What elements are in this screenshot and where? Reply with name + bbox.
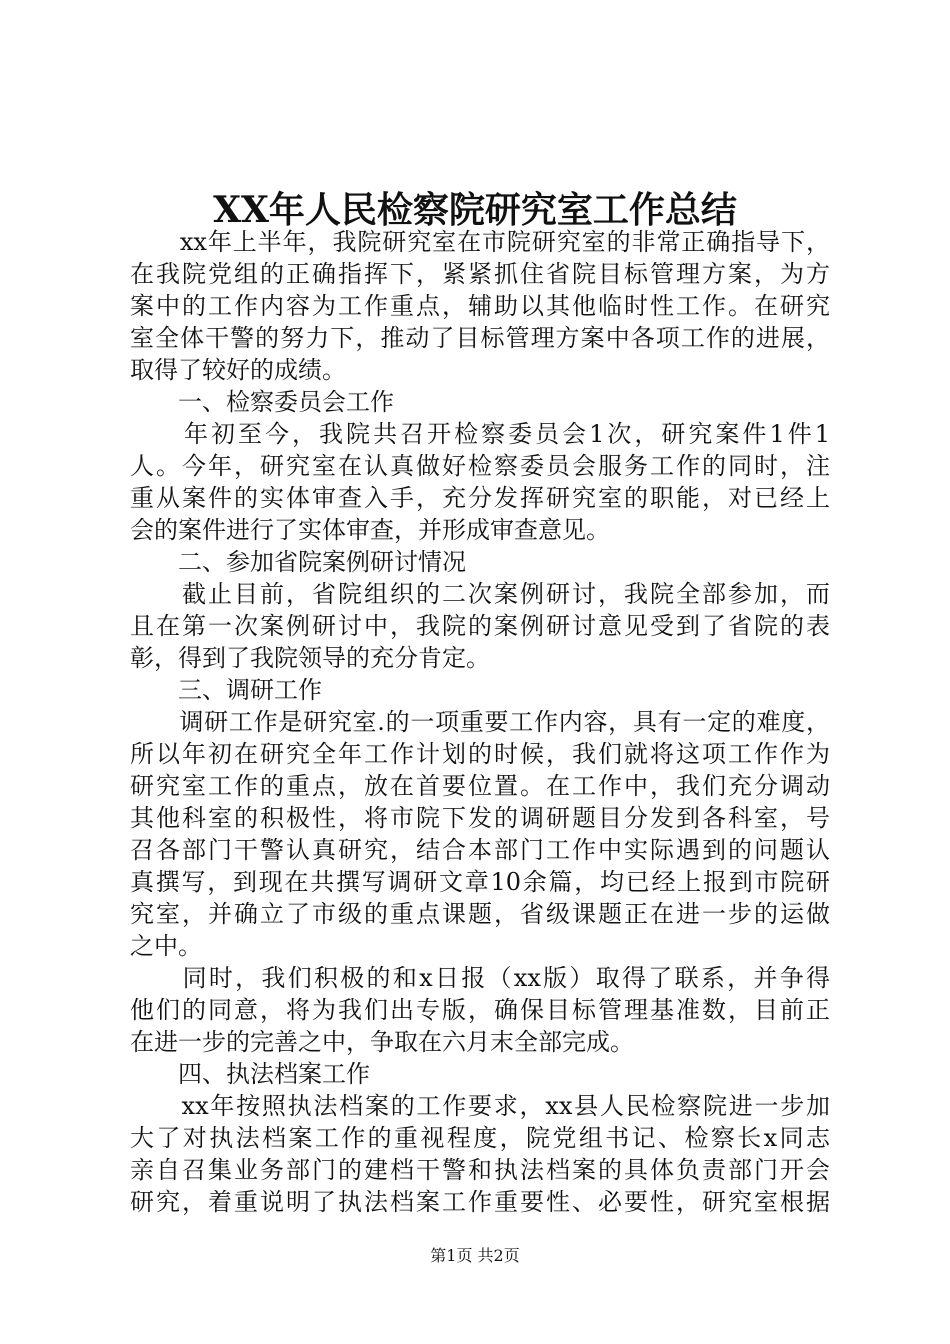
body-line: 其他科室的积极性，将市院下发的调研题目分发到各科室，号: [130, 804, 830, 832]
body-line: 研究室工作的重点，放在首要位置。在工作中，我们充分调动: [130, 772, 830, 800]
body-line: xx年上半年，我院研究室在市院研究室的非常正确指导下，: [130, 228, 830, 256]
body-line: 人。今年，研究室在认真做好检察委员会服务工作的同时，注: [130, 452, 830, 480]
document-title: XX年人民检察院研究室工作总结: [213, 189, 737, 231]
body-line: 且在第一次案例研讨中，我院的案例研讨意见受到了省院的表: [130, 612, 830, 640]
body-line: 年初至今，我院共召开检察委员会1次，研究案件1件1: [130, 420, 830, 448]
body-line: 案中的工作内容为工作重点，辅助以其他临时性工作。在研究: [130, 292, 830, 320]
body-line: 研究，着重说明了执法档案工作重要性、必要性，研究室根据: [130, 1188, 830, 1216]
body-line: 所以年初在研究全年工作计划的时候，我们就将这项工作作为: [130, 740, 830, 768]
body-line: 在进一步的完善之中，争取在六月末全部完成。: [130, 1028, 634, 1056]
body-line: xx年按照执法档案的工作要求，xx县人民检察院进一步加: [130, 1092, 830, 1120]
body-line: 彰，得到了我院领导的充分肯定。: [130, 644, 490, 672]
body-line: 召各部门干警认真研究，结合本部门工作中实际遇到的问题认: [130, 836, 830, 864]
section-heading: 三、调研工作: [130, 676, 322, 704]
body-line: 调研工作是研究室.的一项重要工作内容，具有一定的难度，: [130, 708, 830, 736]
body-line: 重从案件的实体审查入手，充分发挥研究室的职能，对已经上: [130, 484, 830, 512]
body-line: 室全体干警的努力下，推动了目标管理方案中各项工作的进展，: [130, 324, 830, 352]
body-line: 真撰写，到现在共撰写调研文章10余篇，均已经上报到市院研: [130, 868, 830, 896]
body-line: 大了对执法档案工作的重视程度，院党组书记、检察长x同志: [130, 1124, 830, 1152]
section-heading: 一、检察委员会工作: [130, 388, 394, 416]
body-line: 同时，我们积极的和x日报（xx版）取得了联系，并争得: [130, 964, 830, 992]
section-heading: 四、执法档案工作: [130, 1060, 370, 1088]
page-number-footer: 第1页 共2页: [430, 1246, 520, 1265]
body-line: 之中。: [130, 932, 202, 960]
body-line: 在我院党组的正确指挥下，紧紧抓住省院目标管理方案，为方: [130, 260, 830, 288]
body-line: 他们的同意，将为我们出专版，确保目标管理基准数，目前正: [130, 996, 830, 1024]
section-heading: 二、参加省院案例研讨情况: [130, 548, 466, 576]
body-line: 究室，并确立了市级的重点课题，省级课题正在进一步的运做: [130, 900, 830, 928]
body-line: 截止目前，省院组织的二次案例研讨，我院全部参加，而: [130, 580, 830, 608]
body-line: 取得了较好的成绩。: [130, 356, 346, 384]
body-line: 亲自召集业务部门的建档干警和执法档案的具体负责部门开会: [130, 1156, 830, 1184]
body-line: 会的案件进行了实体审查，并形成审查意见。: [130, 516, 610, 544]
